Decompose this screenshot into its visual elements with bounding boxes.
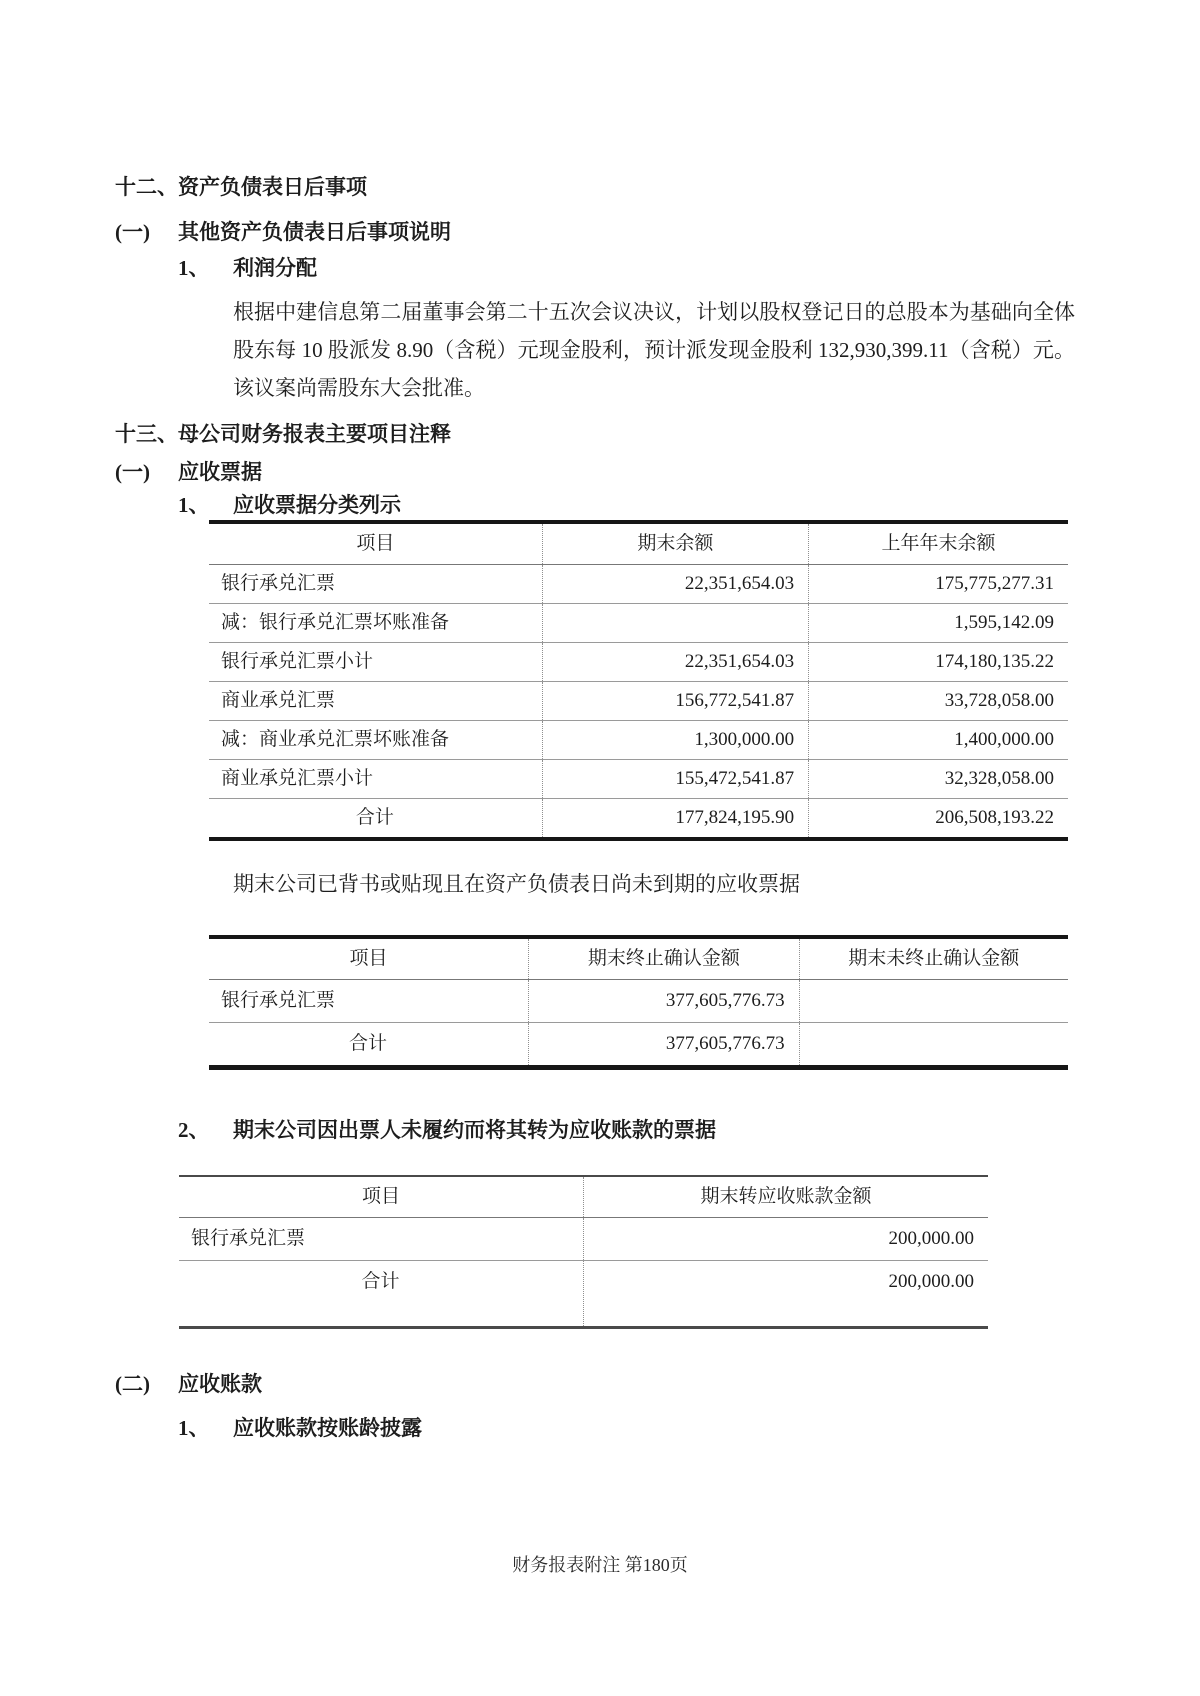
table-header-row — [179, 1176, 988, 1218]
section-title: 其他资产负债表日后事项说明 — [178, 220, 451, 244]
section-title: 应收票据 — [178, 460, 262, 484]
section-title: 应收账款按账龄披露 — [233, 1416, 422, 1440]
section-12-1-heading — [115, 217, 1075, 247]
column-header-closing-balance: 期末余额 — [542, 522, 808, 565]
column-header-item: 项目 — [209, 937, 529, 980]
column-header-derecognized: 期末终止确认金额 — [529, 937, 800, 980]
prior-year-value: 175,775,277.31 — [809, 565, 1068, 604]
row-label: 减：商业承兑汇票坏账准备 — [209, 721, 542, 760]
section-12-1-1-heading — [178, 253, 1075, 283]
section-13-1-heading — [115, 457, 1075, 487]
table-row — [209, 604, 1068, 643]
row-label: 银行承兑汇票 — [209, 980, 529, 1023]
column-header-prior-year-balance: 上年年末余额 — [809, 522, 1068, 565]
section-number: (一) — [115, 220, 150, 244]
table-total-row — [179, 1261, 988, 1328]
closing-balance-value: 22,351,654.03 — [542, 643, 808, 682]
closing-balance-value: 156,772,541.87 — [542, 682, 808, 721]
row-label: 商业承兑汇票小计 — [209, 760, 542, 799]
prior-year-value: 174,180,135.22 — [809, 643, 1068, 682]
section-number: 1、 — [178, 1416, 210, 1440]
section-title: 利润分配 — [233, 256, 317, 280]
prior-year-value: 1,400,000.00 — [809, 721, 1068, 760]
table-row — [209, 643, 1068, 682]
column-header-item: 项目 — [179, 1176, 584, 1218]
row-label: 减：银行承兑汇票坏账准备 — [209, 604, 542, 643]
section-number: 1、 — [178, 256, 210, 280]
table-row — [209, 682, 1068, 721]
table-row — [179, 1218, 988, 1261]
section-13-heading — [115, 419, 1075, 449]
table-header-row — [209, 937, 1068, 980]
section-title: 应收账款 — [178, 1372, 262, 1396]
closing-balance-value: 155,472,541.87 — [542, 760, 808, 799]
table-row — [209, 721, 1068, 760]
table-header-row — [209, 522, 1068, 565]
table-notes-receivable-classification — [209, 520, 1068, 841]
prior-year-value: 33,728,058.00 — [809, 682, 1068, 721]
row-label: 银行承兑汇票 — [209, 565, 542, 604]
row-label: 银行承兑汇票 — [179, 1218, 584, 1261]
table-row — [209, 980, 1068, 1023]
total-label: 合计 — [361, 1271, 400, 1292]
prior-year-value: 1,595,142.09 — [809, 604, 1068, 643]
section-number: 1、 — [178, 493, 210, 517]
transferred-amount-value: 200,000.00 — [584, 1218, 989, 1261]
transferred-amount-total: 200,000.00 — [584, 1261, 989, 1328]
total-label: 合计 — [355, 807, 394, 828]
table-row — [209, 760, 1068, 799]
section-number: 2、 — [178, 1118, 210, 1142]
table-notes-transferred-to-receivables — [179, 1175, 988, 1329]
section-number: 十三、 — [115, 422, 178, 446]
column-header-transferred-amount: 期末转应收账款金额 — [584, 1176, 989, 1218]
table-endorsed-discounted-notes — [209, 935, 1068, 1070]
section-title: 应收票据分类列示 — [233, 493, 401, 517]
section-number: (一) — [115, 460, 150, 484]
section-number: (二) — [115, 1372, 150, 1396]
closing-balance-value: 1,300,000.00 — [542, 721, 808, 760]
section-title: 期末公司因出票人未履约而将其转为应收账款的票据 — [233, 1118, 716, 1142]
prior-year-total: 206,508,193.22 — [809, 799, 1068, 840]
total-label: 合计 — [349, 1033, 388, 1054]
table-row — [209, 565, 1068, 604]
closing-balance-value — [542, 604, 808, 643]
not-derecognized-value — [799, 980, 1068, 1023]
section-12-heading — [115, 172, 1075, 202]
section-13-2-1-heading — [178, 1413, 1075, 1443]
not-derecognized-total — [799, 1023, 1068, 1068]
table-total-row — [209, 799, 1068, 840]
closing-balance-total: 177,824,195.90 — [542, 799, 808, 840]
column-header-item: 项目 — [209, 522, 542, 565]
section-title: 母公司财务报表主要项目注释 — [178, 422, 451, 446]
row-label: 商业承兑汇票 — [209, 682, 542, 721]
section-13-1-1-heading — [178, 490, 1075, 520]
table-total-row — [209, 1023, 1068, 1068]
section-title: 资产负债表日后事项 — [178, 175, 367, 199]
derecognized-total: 377,605,776.73 — [529, 1023, 800, 1068]
section-13-1-2-heading — [178, 1115, 1075, 1145]
derecognized-value: 377,605,776.73 — [529, 980, 800, 1023]
section-13-2-heading — [115, 1369, 1075, 1399]
row-label: 银行承兑汇票小计 — [209, 643, 542, 682]
prior-year-value: 32,328,058.00 — [809, 760, 1068, 799]
profit-distribution-paragraph: 根据中建信息第二届董事会第二十五次会议决议，计划以股权登记日的总股本为基础向全体股东每 10 股派发 8.90（含税）元现金股利，预计派发现金股利 132,930,399.11（含税）元。该议案尚需股东大会批准。 — [233, 300, 1075, 400]
page-footer: 财务报表附注 第180页 — [512, 1555, 688, 1575]
endorsed-notes-paragraph: 期末公司已背书或贴现且在资产负债表日尚未到期的应收票据 — [233, 872, 800, 896]
closing-balance-value: 22,351,654.03 — [542, 565, 808, 604]
column-header-not-derecognized: 期末未终止确认金额 — [799, 937, 1068, 980]
section-number: 十二、 — [115, 175, 178, 199]
